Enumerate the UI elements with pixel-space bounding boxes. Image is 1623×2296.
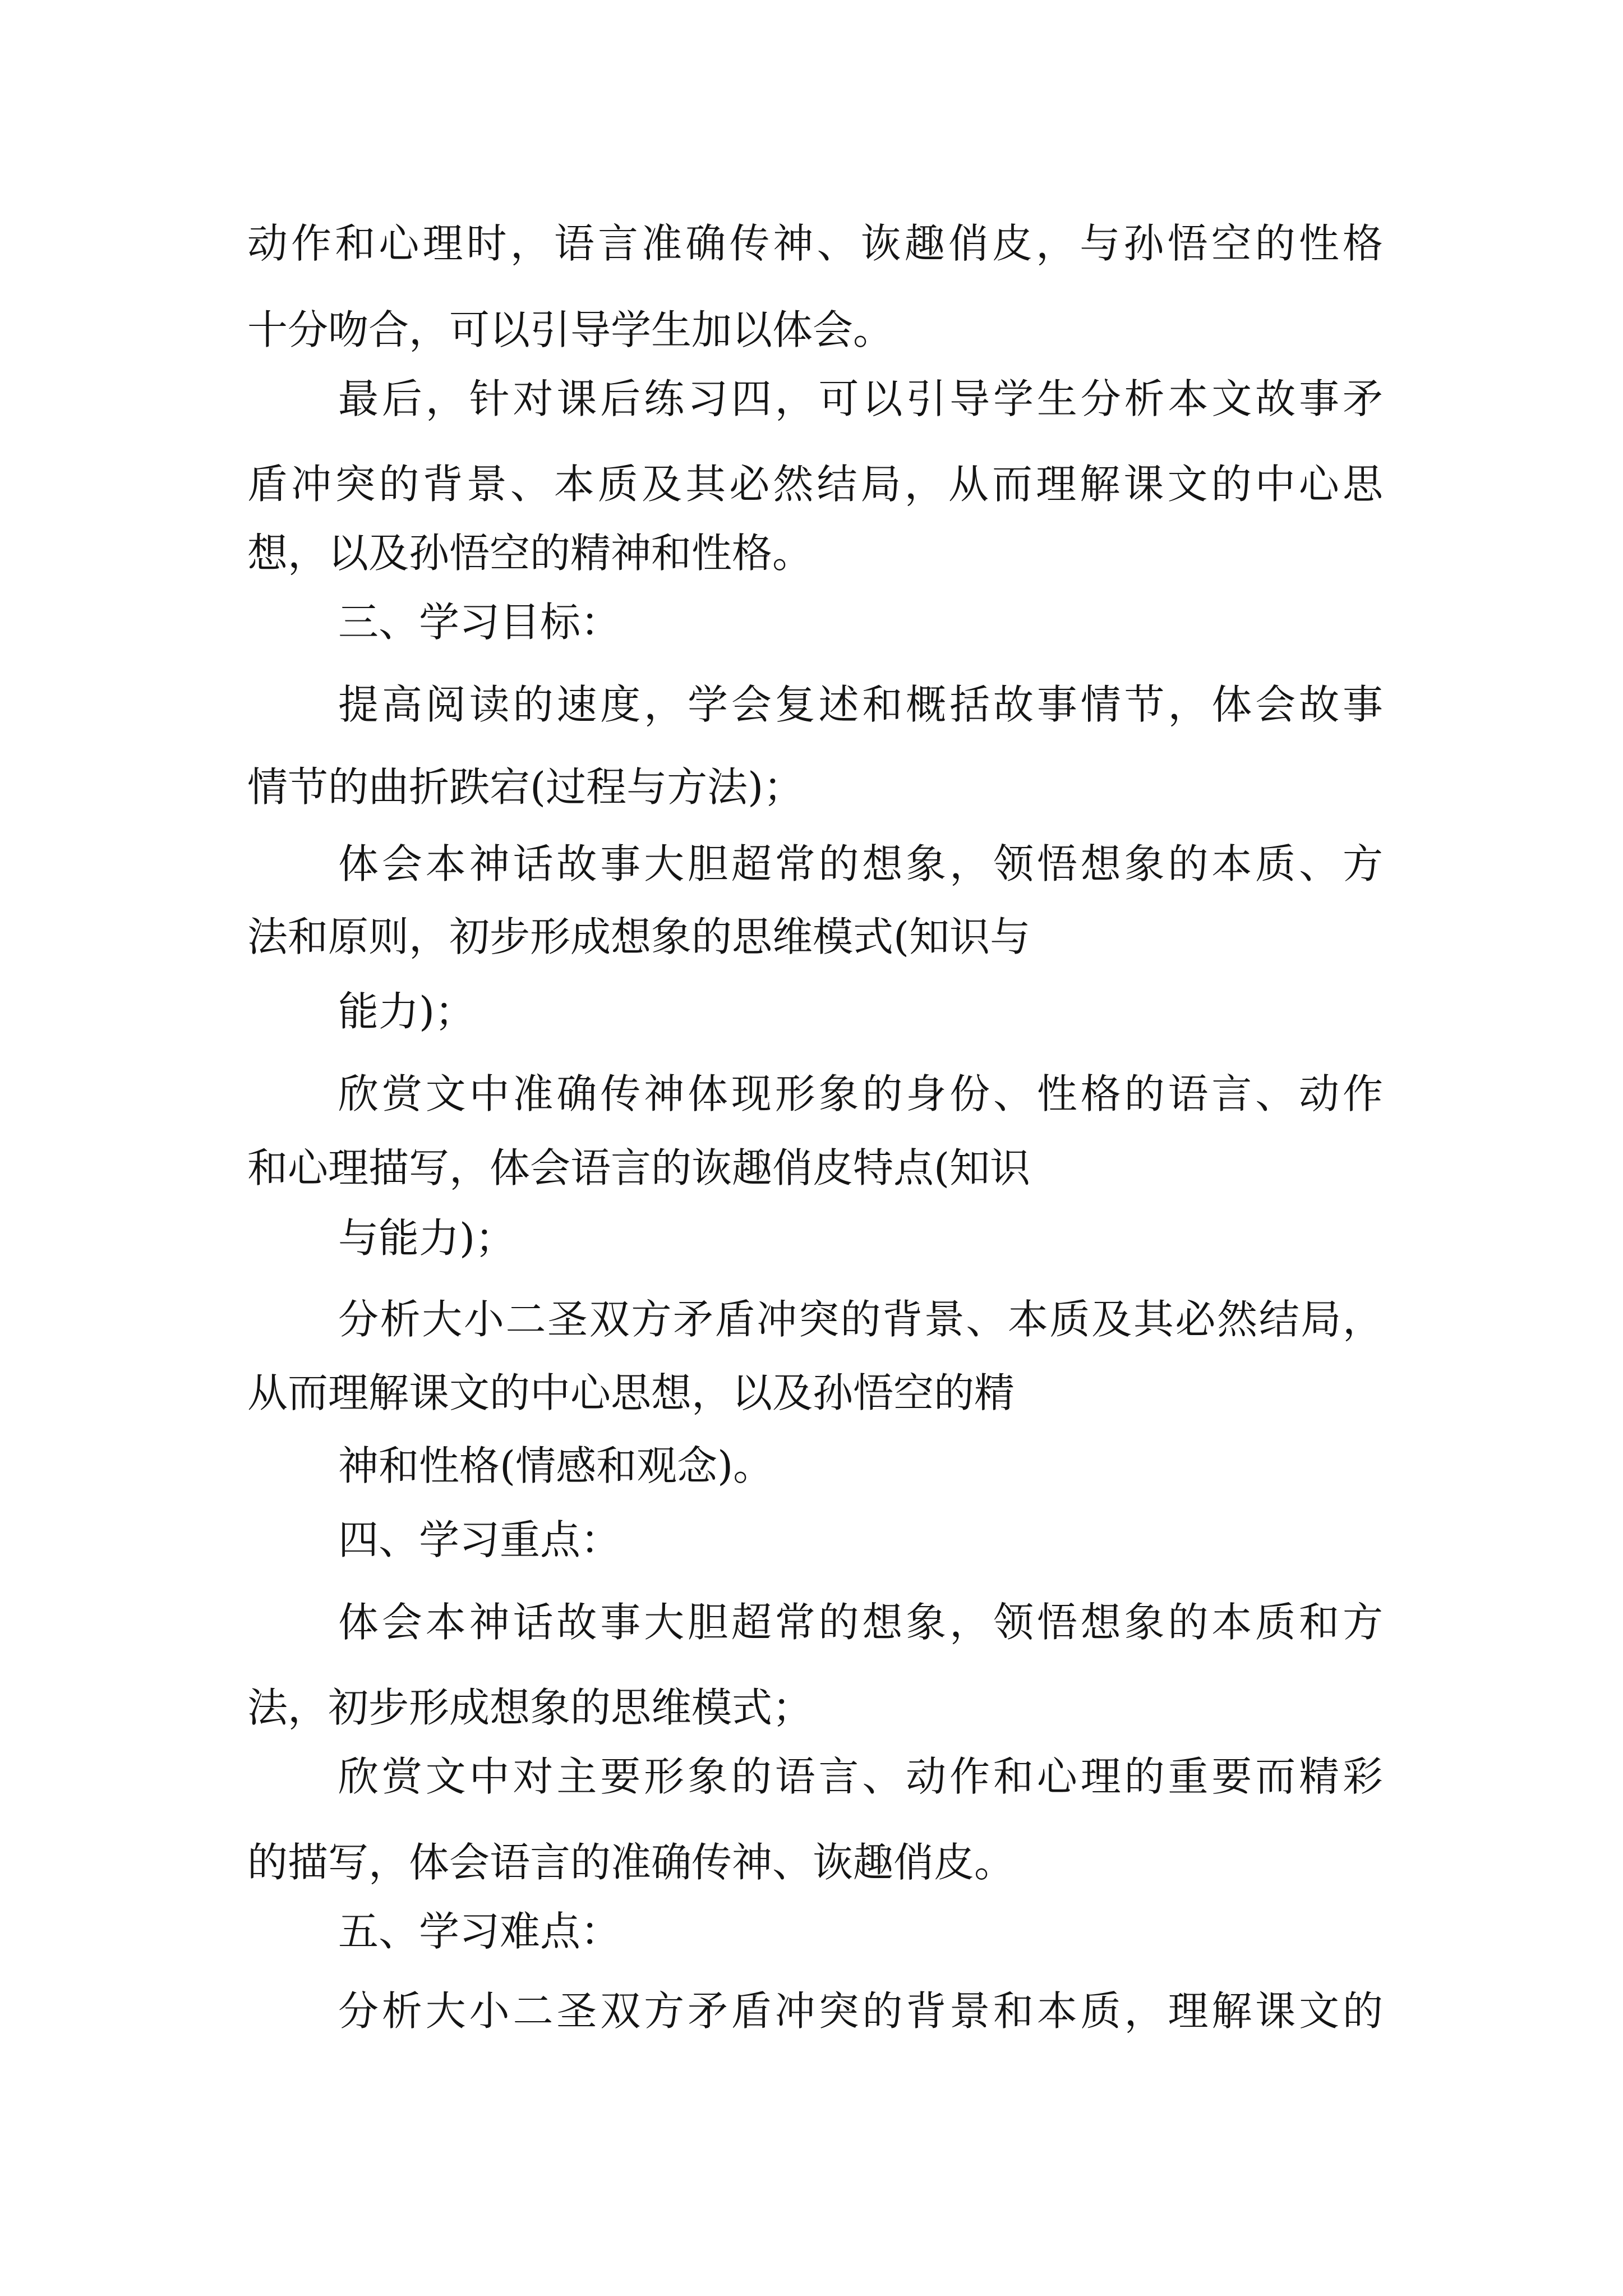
text-line: 体会本神话故事大胆超常的想象，领悟想象的本质、方: [338, 840, 1383, 887]
text-line: 神和性格(情感和观念)。: [338, 1442, 774, 1489]
text-line: 十分吻合，可以引导学生加以体会。: [247, 306, 894, 353]
text-line: 体会本神话故事大胆超常的想象，领悟想象的本质和方: [338, 1599, 1383, 1646]
text-line: 动作和心理时，语言准确传神、诙趣俏皮，与孙悟空的性格: [247, 220, 1383, 267]
text-line: 最后，针对课后练习四，可以引导学生分析本文故事矛: [338, 375, 1383, 422]
text-line: 从而理解课文的中心思想，以及孙悟空的精: [247, 1369, 1015, 1416]
text-line: 和心理描写，体会语言的诙趣俏皮特点(知识: [247, 1144, 1031, 1191]
section-heading: 四、学习重点：: [338, 1516, 621, 1563]
text-line: 提高阅读的速度，学会复述和概括故事情节，体会故事: [338, 681, 1383, 728]
text-line: 欣赏文中准确传神体现形象的身份、性格的语言、动作: [338, 1070, 1383, 1117]
text-line: 分析大小二圣双方矛盾冲突的背景和本质，理解课文的: [338, 1987, 1383, 2035]
text-line: 法和原则，初步形成想象的思维模式(知识与: [247, 913, 1031, 960]
section-heading: 三、学习目标：: [338, 599, 621, 646]
text-line: 与能力)；: [338, 1214, 516, 1262]
text-line: 能力)；: [338, 988, 476, 1035]
text-line: 盾冲突的背景、本质及其必然结局，从而理解课文的中心思: [247, 461, 1383, 508]
text-line: 的描写，体会语言的准确传神、诙趣俏皮。: [247, 1839, 1015, 1886]
text-line: 分析大小二圣双方矛盾冲突的背景、本质及其必然结局，: [338, 1296, 1383, 1343]
text-line: 欣赏文中对主要形象的语言、动作和心理的重要而精彩: [338, 1753, 1383, 1800]
text-line: 法，初步形成想象的思维模式；: [247, 1684, 813, 1731]
text-line: 想，以及孙悟空的精神和性格。: [247, 530, 813, 577]
text-line: 情节的曲折跌宕(过程与方法)；: [247, 763, 804, 811]
section-heading: 五、学习难点：: [338, 1908, 621, 1955]
